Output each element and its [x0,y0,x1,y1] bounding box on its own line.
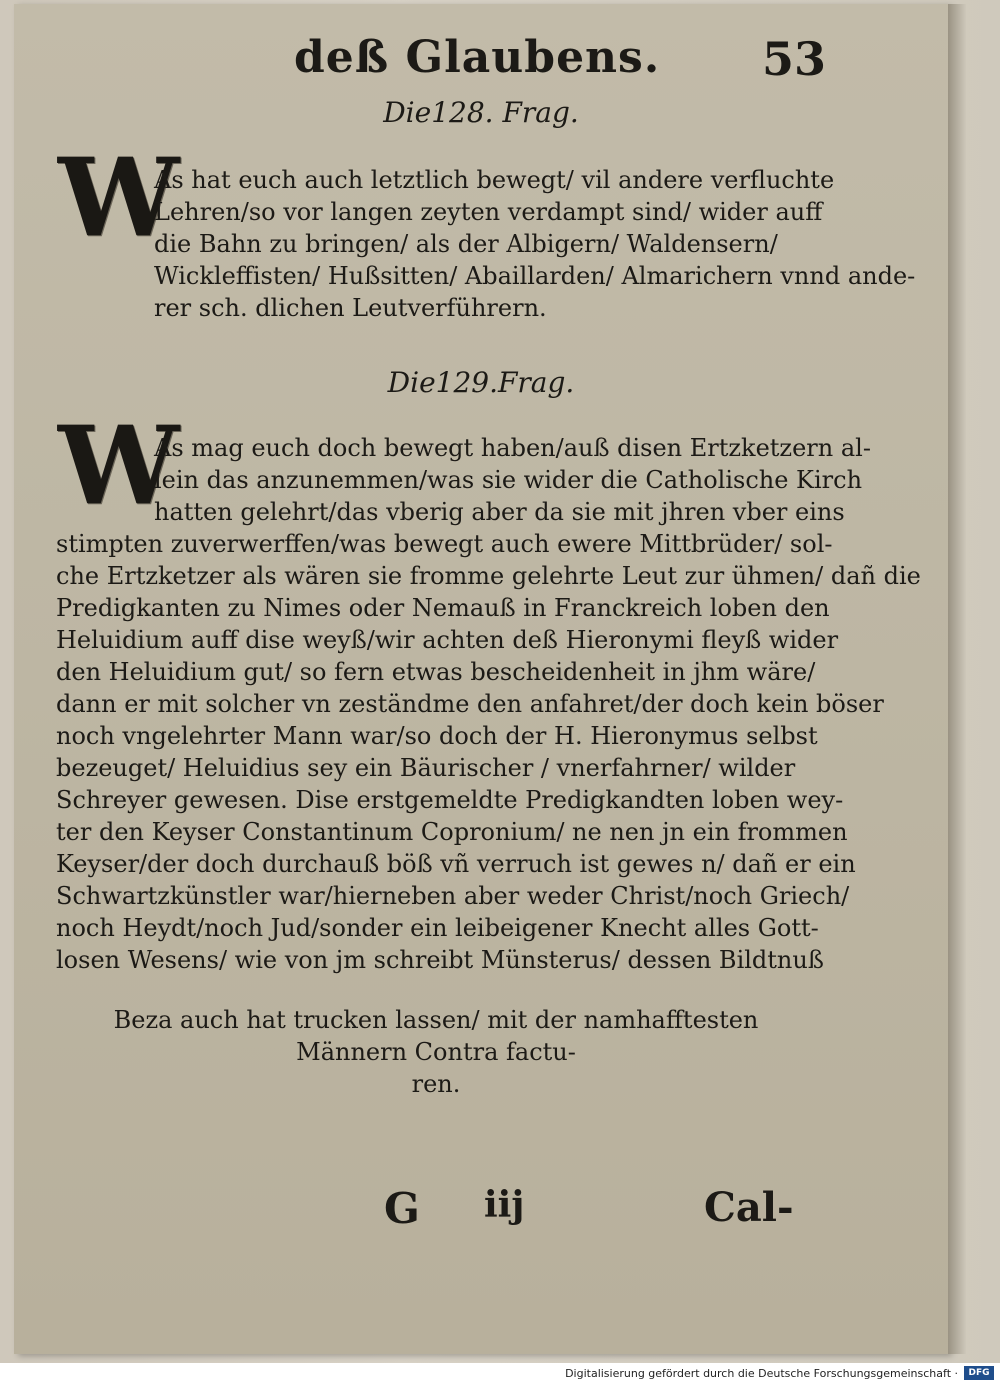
signature-number: iij [484,1184,525,1226]
text-line: Heluidium auff dise weyß/wir achten deß Hieronymi fleyß wider [56,626,839,654]
question-129-drop-cap: W [58,403,180,529]
text-line: Männern Contra factu- [296,1038,576,1066]
text-line: lein das anzunemmen/was sie wider die Catholische Kirch [154,466,863,494]
text-line: hatten gelehrt/das vberig aber da sie mit jhren vber eins [154,498,845,526]
text-line: As mag euch doch bewegt haben/auß disen Ertzketzern al- [154,434,871,462]
page-edge [948,4,966,1354]
book-page [14,4,948,1354]
dfg-logo: DFG [964,1366,994,1380]
text-line: noch Heydt/noch Jud/sonder ein leibeigener Knecht alles Gott- [56,914,819,942]
text-line: die Bahn zu bringen/ als der Albigern/ Waldensern/ [154,230,778,258]
text-line: Schreyer gewesen. Dise erstgemeldte Predigkandten loben wey- [56,786,844,814]
footer-credit: Digitalisierung gefördert durch die Deutsche Forschungsgemeinschaft · [565,1367,958,1380]
footer-bar [0,1363,1000,1385]
catchwords-line [14,1184,948,1244]
text-line: Keyser/der doch durchauß böß vñ verruch ist gewes n/ dañ er ein [56,850,856,878]
running-title: deß Glaubens. [294,32,661,83]
text-line: Lehren/so vor langen zeyten verdampt sind/ wider auff [154,198,823,226]
text-line: Schwartzkünstler war/hierneben aber weder Christ/noch Griech/ [56,882,850,910]
question-128-text [154,164,916,324]
question-129-tail [56,1004,816,1100]
text-line: rer sch. dlichen Leutverführern. [154,294,547,322]
question-129-text [56,432,921,976]
question-129-heading: Die129.Frag. [387,366,575,399]
text-line: Wickleffisten/ Hußsitten/ Abaillarden/ Almarichern vnnd ande- [154,262,916,290]
text-line: bezeuget/ Heluidius sey ein Bäurischer / vnerfahrner/ wilder [56,754,796,782]
text-line: Predigkanten zu Nimes oder Nemauß in Franckreich loben den [56,594,830,622]
text-line: che Ertzketzer als wären sie fromme gelehrte Leut zur ühmen/ dañ die [56,562,921,590]
question-128-heading: Die128. Frag. [383,96,579,129]
text-line: ter den Keyser Constantinum Copronium/ ne nen jn ein frommen [56,818,848,846]
text-line: Beza auch hat trucken lassen/ mit der namhafftesten [113,1006,759,1034]
catchword: Cal- [704,1184,794,1231]
text-line: dann er mit solcher vn zeständme den anfahret/der doch kein böser [56,690,884,718]
text-line: losen Wesens/ wie von jm schreibt Münsterus/ dessen Bildtnuß [56,946,824,974]
text-line: noch vngelehrter Mann war/so doch der H. Hieronymus selbst [56,722,818,750]
text-line: ren. [411,1070,461,1098]
text-line: As hat euch auch letztlich bewegt/ vil andere verfluchte [154,166,835,194]
text-line: den Heluidium gut/ so fern etwas bescheidenheit in jhm wäre/ [56,658,816,686]
text-line: stimpten zuverwerffen/was bewegt auch ewere Mittbrüder/ sol- [56,530,833,558]
question-128-drop-cap: W [58,135,180,261]
signature-mark: G [384,1184,420,1233]
page-number: 53 [762,32,827,86]
